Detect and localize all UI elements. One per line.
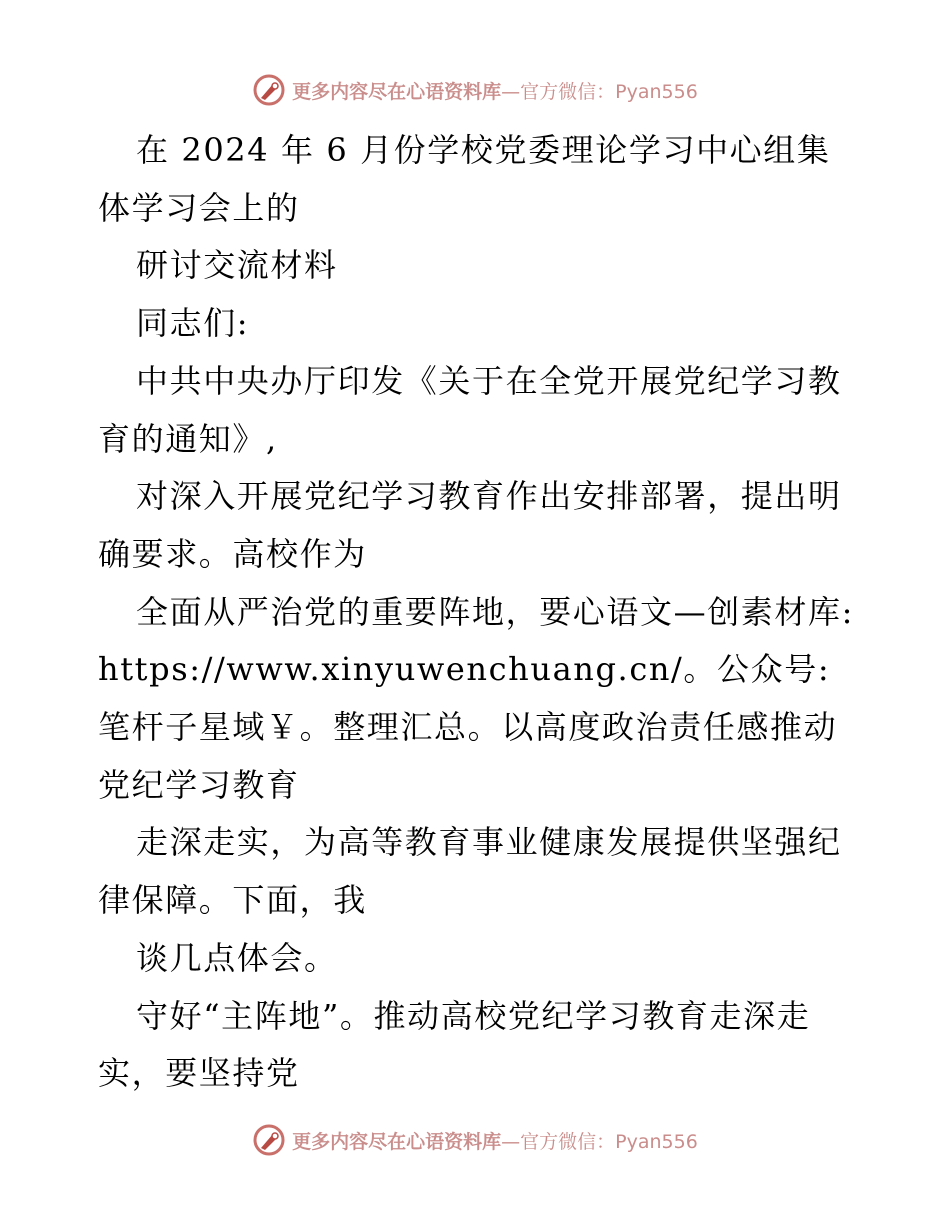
- document-body: [98, 122, 858, 1103]
- paragraph: 全面从严治党的重要阵地，要心语文—创素材库: https://www.xinyuwenchuang.cn/。公众号:笔杆子星域￥。整理汇总。以高度政治责任感推动党纪学习教育: [98, 592, 854, 804]
- pen-nib-logo-icon: [252, 73, 286, 107]
- header-watermark: [0, 70, 950, 110]
- paragraph: 谈几点体会。: [136, 938, 338, 977]
- paragraph-salutation: 同志们:: [136, 304, 250, 343]
- watermark-text: 更多内容尽在心语资料库—官方微信：Pyan556: [292, 80, 698, 103]
- paragraph: 守好“主阵地”。推动高校党纪学习教育走深走实，要坚持党: [98, 996, 811, 1093]
- pen-nib-logo-icon: [252, 1123, 286, 1157]
- footer-watermark: [0, 1120, 950, 1160]
- paragraph: 走深走实，为高等教育事业健康发展提供坚强纪律保障。下面，我: [98, 823, 842, 920]
- paragraph: 对深入开展党纪学习教育作出安排部署，提出明确要求。高校作为: [98, 477, 842, 573]
- paragraph-title-line: 在 2024 年 6 月份学校党委理论学习中心组集体学习会上的: [98, 131, 831, 227]
- paragraph: 中共中央办厅印发《关于在全党开展党纪学习教育的通知》,: [98, 361, 842, 458]
- paragraph-subtitle: 研讨交流材料: [136, 246, 338, 285]
- watermark-text: 更多内容尽在心语资料库—官方微信：Pyan556: [292, 1130, 698, 1153]
